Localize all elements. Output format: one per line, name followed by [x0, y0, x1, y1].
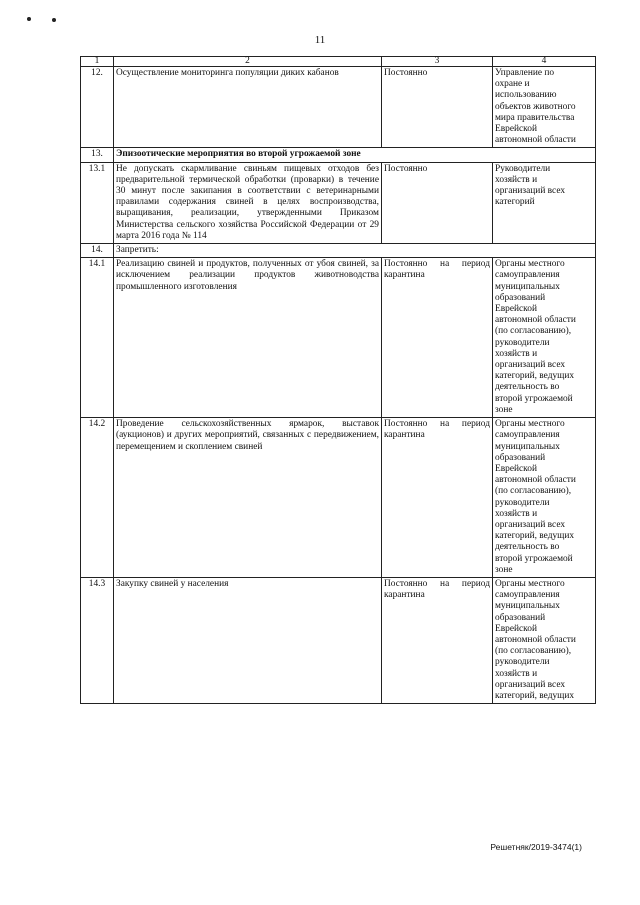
responsible-line: зоне [495, 564, 513, 575]
responsible-line: Еврейской [495, 124, 537, 135]
responsible-line: второй угрожаемой [495, 393, 573, 404]
responsible-party [493, 577, 596, 703]
table-row [81, 577, 596, 703]
responsible-line: хозяйств и [495, 348, 538, 359]
row-number: 14. [81, 244, 114, 258]
table-header-row [81, 57, 596, 67]
responsible-line: самоуправления [495, 270, 560, 281]
responsible-line: деятельность во [495, 542, 560, 553]
responsible-line: самоуправления [495, 590, 560, 601]
responsible-line: охране и [495, 79, 530, 90]
row-number: 14.3 [81, 577, 114, 703]
section-title: Эпизоотические мероприятия во второй угрожаемой зоне [114, 148, 596, 162]
responsible-line: (по согласованию), [495, 486, 572, 497]
table-row [81, 418, 596, 578]
measure-term: Постоянно на период карантина [382, 258, 493, 418]
responsible-line: деятельность во [495, 382, 560, 393]
measure-text: Реализацию свиней и продуктов, полученных от убоя свиней, за исключением реализации продуктов животноводства промышленного изготовления [114, 258, 382, 418]
responsible-line: второй угрожаемой [495, 553, 573, 564]
measure-text: Проведение сельскохозяйственных ярмарок, выставок (аукционов) и других мероприятий, связанных с передвижением, перемещением и скоплением свиней [114, 418, 382, 578]
column-header: 1 [81, 57, 114, 67]
measure-text: Осуществление мониторинга популяции диких кабанов [114, 67, 382, 148]
row-number: 13. [81, 148, 114, 162]
responsible-line: Руководители [495, 163, 551, 174]
responsible-line: Органы местного [495, 259, 565, 270]
measure-term: Постоянно [382, 162, 493, 243]
measure-term: Постоянно [382, 67, 493, 148]
row-number: 14.1 [81, 258, 114, 418]
responsible-line: (по согласованию), [495, 646, 572, 657]
section-row [81, 244, 596, 258]
responsible-line: категорий [495, 197, 535, 208]
responsible-line: хозяйств и [495, 174, 538, 185]
responsible-line: объектов животного [495, 101, 576, 112]
responsible-line: организаций всех [495, 186, 566, 197]
responsible-line: руководители [495, 657, 550, 668]
responsible-line: муниципальных [495, 441, 560, 452]
table-row [81, 162, 596, 243]
responsible-line: образований [495, 292, 546, 303]
responsible-line: руководители [495, 497, 550, 508]
measure-text: Не допускать скармливание свиньям пищевых отходов без предварительной термической обработки (проварки) в течение 30 минут после закипания в соответствии с ветеринарными правилами содержания свиней в целях воспроизводства, выращивания, реализации, утвержденными Приказом Министерства сельского хозяйства Российской Федерации от 29 марта 2016 года № 114 [114, 162, 382, 243]
page-number: 11 [314, 34, 326, 46]
responsible-party [493, 418, 596, 578]
responsible-party [493, 162, 596, 243]
responsible-line: хозяйств и [495, 668, 538, 679]
responsible-line: использованию [495, 90, 557, 101]
column-header: 3 [382, 57, 493, 67]
responsible-line: образований [495, 452, 546, 463]
row-number: 14.2 [81, 418, 114, 578]
responsible-line: организаций всех [495, 360, 566, 371]
section-title: Запретить: [114, 244, 596, 258]
responsible-party [493, 67, 596, 148]
responsible-line: самоуправления [495, 430, 560, 441]
scan-mark [27, 17, 31, 21]
document-reference: Решетняк/2019-3474(1) [490, 842, 582, 852]
table-row [81, 258, 596, 418]
row-number: 12. [81, 67, 114, 148]
responsible-line: автономной области [495, 634, 576, 645]
responsible-line: муниципальных [495, 601, 560, 612]
responsible-line: автономной области [495, 315, 576, 326]
responsible-line: Органы местного [495, 419, 565, 430]
responsible-line: категорий, ведущих [495, 531, 575, 542]
responsible-line: Еврейской [495, 304, 537, 315]
responsible-line: (по согласованию), [495, 326, 572, 337]
responsible-line: категорий, ведущих [495, 371, 575, 382]
responsible-line: Управление по [495, 68, 555, 78]
measure-term: Постоянно на период карантина [382, 577, 493, 703]
responsible-line: категорий, ведущих [495, 690, 575, 701]
responsible-line: организаций всех [495, 679, 566, 690]
responsible-line: образований [495, 612, 546, 623]
responsible-line: Органы местного [495, 578, 565, 589]
responsible-line: хозяйств и [495, 508, 538, 519]
responsible-line: Еврейской [495, 463, 537, 474]
responsible-line: руководители [495, 337, 550, 348]
measure-term: Постоянно на период карантина [382, 418, 493, 578]
table-row [81, 67, 596, 148]
responsible-line: мира правительства [495, 112, 575, 123]
responsible-line: автономной области [495, 475, 576, 486]
measures-table [80, 56, 596, 704]
responsible-line: организаций всех [495, 519, 566, 530]
measure-text: Закупку свиней у населения [114, 577, 382, 703]
responsible-line: муниципальных [495, 281, 560, 292]
section-row [81, 148, 596, 162]
column-header: 2 [114, 57, 382, 67]
responsible-line: автономной области [495, 135, 576, 146]
row-number: 13.1 [81, 162, 114, 243]
column-header: 4 [493, 57, 596, 67]
scan-mark [52, 18, 56, 22]
responsible-line: Еврейской [495, 623, 537, 634]
responsible-line: зоне [495, 404, 513, 415]
responsible-party [493, 258, 596, 418]
